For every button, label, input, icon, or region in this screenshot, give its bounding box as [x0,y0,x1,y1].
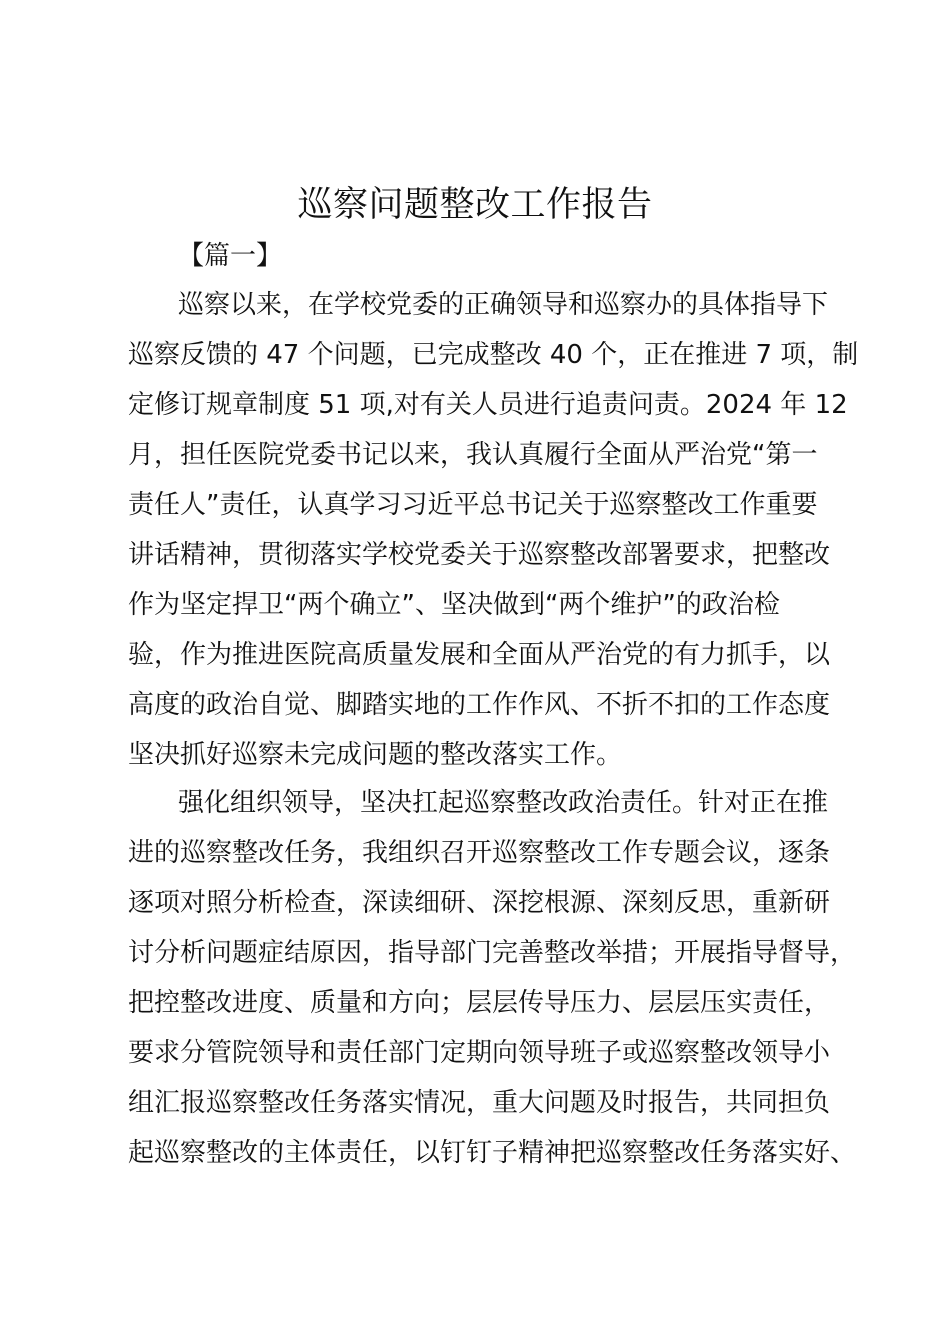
paragraph-line: 进的巡察整改任务，我组织召开巡察整改工作专题会议，逐条 [128,838,831,868]
paragraph-line: 要求分管院领导和责任部门定期向领导班子或巡察整改领导小 [128,1038,831,1068]
paragraph-line: 强化组织领导，坚决扛起巡察整改政治责任。针对正在推 [178,788,829,818]
paragraph-line: 责任人”责任，认真学习习近平总书记关于巡察整改工作重要 [128,490,818,520]
paragraph-2 [128,778,857,1178]
paragraph-line: 逐项对照分析检查，深读细研、深挖根源、深刻反思，重新研 [128,888,831,918]
paragraph-line: 作为坚定捍卫“两个确立”、坚决做到“两个维护”的政治检 [128,590,780,620]
paragraph-line: 组汇报巡察整改任务落实情况，重大问题及时报告，共同担负 [128,1088,831,1118]
paragraph-line: 起巡察整改的主体责任，以钉钉子精神把巡察整改任务落实好、 [128,1138,857,1168]
paragraph-1 [128,280,859,780]
paragraph-line: 讲话精神，贯彻落实学校党委关于巡察整改部署要求，把整改 [128,540,831,570]
paragraph-line: 月，担任医院党委书记以来，我认真履行全面从严治党“第一 [128,440,818,470]
section-label: 【篇一】 [178,241,283,271]
paragraph-line: 讨分析问题症结原因，指导部门完善整改举措；开展指导督导， [128,938,857,968]
paragraph-line: 把控整改进度、质量和方向；层层传导压力、层层压实责任， [128,988,831,1018]
paragraph-line: 巡察反馈的 47 个问题，已完成整改 40 个，正在推进 7 项，制 [128,340,859,370]
document-title: 巡察问题整改工作报告 [297,185,653,225]
paragraph-line: 坚决抓好巡察未完成问题的整改落实工作。 [128,740,623,770]
paragraph-line: 高度的政治自觉、脚踏实地的工作作风、不折不扣的工作态度 [128,690,831,720]
paragraph-line: 定修订规章制度 51 项,对有关人员进行追责问责。2024 年 12 [128,390,848,420]
paragraph-line: 验，作为推进医院高质量发展和全面从严治党的有力抓手，以 [128,640,831,670]
paragraph-line: 巡察以来，在学校党委的正确领导和巡察办的具体指导下 [178,290,829,320]
